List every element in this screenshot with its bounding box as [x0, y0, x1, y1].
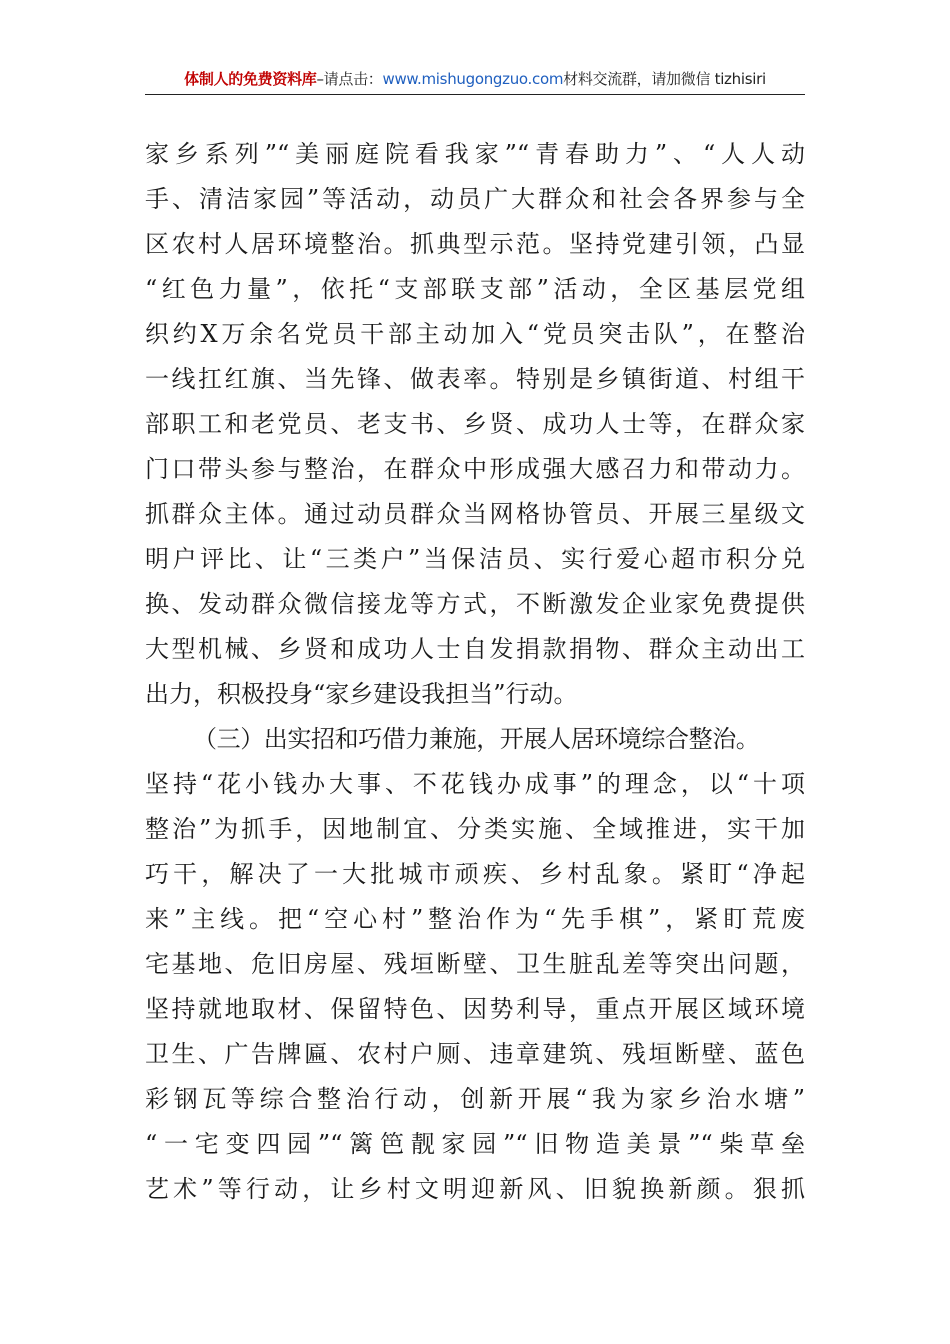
text-line: 部职工和老党员、老支书、乡贤、成功人士等，在群众家 — [145, 410, 805, 438]
document-body — [145, 132, 805, 1212]
text-line: 坚持就地取材、保留特色、因势利导，重点开展区域环境 — [145, 995, 805, 1023]
text-line: 手、清洁家园”等活动，动员广大群众和社会各界参与全 — [145, 185, 805, 213]
text-line: 换、发动群众微信接龙等方式，不断激发企业家免费提供 — [145, 590, 805, 618]
header-suffix: 材料交流群，请加微信 tizhisiri — [563, 70, 766, 88]
text-line: 彩钢瓦等综合整治行动，创新开展“我为家乡治水塘” — [145, 1085, 805, 1113]
text-line: “红色力量”，依托“支部联支部”活动，全区基层党组 — [145, 275, 805, 303]
text-line: 来”主线。把“空心村”整治作为“先手棋”，紧盯荒废 — [145, 905, 805, 933]
text-line: 坚持“花小钱办大事、不花钱办成事”的理念，以“十项 — [145, 770, 805, 798]
text-line: “一宅变四园”“篱笆靓家园”“旧物造美景”“柴草垒 — [145, 1130, 805, 1158]
text-line: 艺术”等行动，让乡村文明迎新风、旧貌换新颜。狠抓 — [145, 1175, 805, 1203]
header-prefix: –请点击： — [316, 70, 383, 88]
text-line: 明户评比、让“三类户”当保洁员、实行爱心超市积分兑 — [145, 545, 805, 573]
page-header — [145, 64, 805, 95]
header-url-link[interactable]: www.mishugongzuo.com — [382, 70, 564, 88]
text-line: 抓群众主体。通过动员群众当网格协管员、开展三星级文 — [145, 500, 805, 528]
text-line: 织约X万余名党员干部主动加入“党员突击队”，在整治 — [145, 320, 805, 348]
header-brand: 体制人的免费资料库 — [184, 70, 317, 88]
text-line: 巧干，解决了一大批城市顽疾、乡村乱象。紧盯“净起 — [145, 860, 805, 888]
text-line: 宅基地、危旧房屋、残垣断壁、卫生脏乱差等突出问题， — [145, 950, 805, 978]
text-line: 大型机械、乡贤和成功人士自发捐款捐物、群众主动出工 — [145, 635, 805, 663]
text-line: 卫生、广告牌匾、农村户厕、违章建筑、残垣断壁、蓝色 — [145, 1040, 805, 1068]
text-line: 区农村人居环境整治。抓典型示范。坚持党建引领，凸显 — [145, 230, 805, 258]
text-line: 整治”为抓手，因地制宜、分类实施、全域推进，实干加 — [145, 815, 805, 843]
text-line: 门口带头参与整治，在群众中形成强大感召力和带动力。 — [145, 455, 805, 483]
text-line: 家乡系列”“美丽庭院看我家”“青春助力”、“人人动 — [145, 140, 805, 168]
text-line: 一线扛红旗、当先锋、做表率。特别是乡镇街道、村组干 — [145, 365, 805, 393]
text-line: 出力，积极投身“家乡建设我担当”行动。 — [145, 680, 578, 708]
section-heading: （三）出实招和巧借力兼施，开展人居环境综合整治。 — [193, 725, 760, 753]
